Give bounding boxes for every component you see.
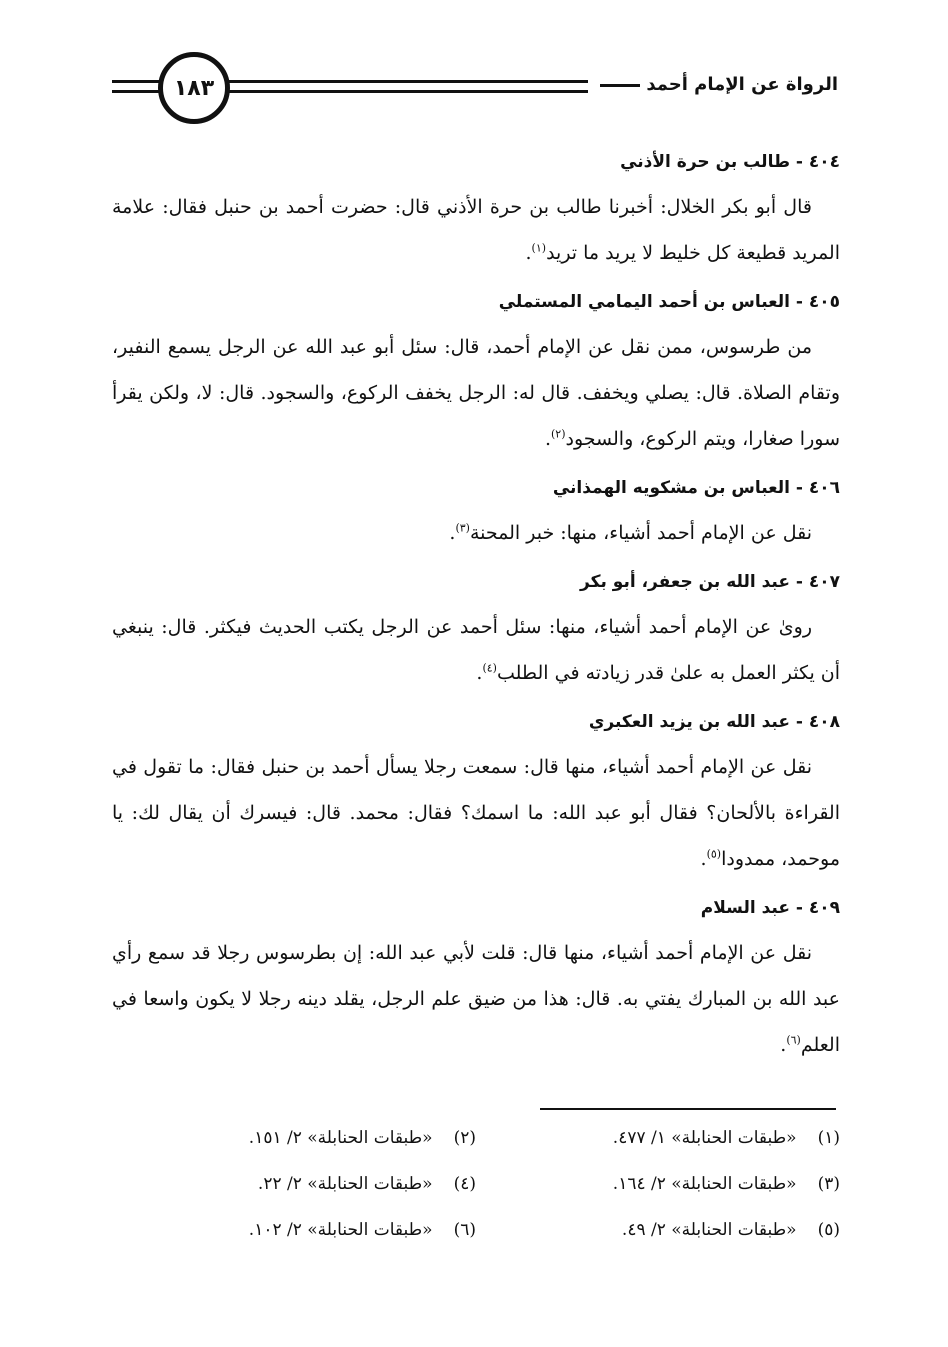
- footnotes: [112, 1120, 840, 1248]
- entry-408: [112, 700, 840, 882]
- footnote-6: [112, 1212, 476, 1248]
- running-title: [588, 70, 844, 100]
- footnote-text: «طبقات الحنابلة» ٢/ ١٥١.: [248, 1128, 433, 1148]
- footnote-number: (٢): [453, 1128, 476, 1148]
- entry-heading: ٤٠٦ - العباس بن مشكويه الهمذاني: [552, 478, 840, 498]
- page-header: [112, 52, 844, 136]
- footnote-2: [112, 1120, 476, 1156]
- entry-body: نقل عن الإمام أحمد أشياء، منها قال: سمعت رجلا يسأل أحمد بن حنبل فقال: ما تقول في القراءة بالألحان؟ فقال أبو عبد الله: ما اسمك؟ فقال: محمد. قال: فيسرك أن يقال لك: يا موحمد، ممدودا$^{(٥)}$.: [112, 756, 840, 870]
- footnote-number: (١): [817, 1128, 840, 1148]
- footnote-ref: (٥): [706, 847, 722, 861]
- footnote-number: (٤): [453, 1174, 476, 1194]
- footnote-text: «طبقات الحنابلة» ٢/ ٢٢.: [257, 1174, 433, 1194]
- entry-text: نقل عن الإمام أحمد أشياء، منها: خبر المحنة: [469, 522, 812, 544]
- running-title-text: الرواة عن الإمام أحمد: [646, 74, 838, 95]
- entry-body: من طرسوس، ممن نقل عن الإمام أحمد، قال: سئل أبو عبد الله عن الرجل يسمع النفير، وتقام الصلاة. قال: يصلي ويخفف. قال له: الرجل يخفف الركوع، والسجود. قال: لا، ولكن يقرأ سورا صغارا، ويتم الركوع، والسجود$^{(٢)}$.: [112, 336, 840, 450]
- footnote-ref: (١): [531, 241, 547, 255]
- footnote-text: «طبقات الحنابلة» ٢/ ١٦٤.: [612, 1174, 797, 1194]
- entry-body: نقل عن الإمام أحمد أشياء، منها قال: قلت لأبي عبد الله: إن بطرسوس رجلا قد سمع رأي عبد الله بن المبارك يفتي به. قال: هذا من ضيق علم الرجل، يقلد دينه رجلا لا يكون واسعا في العلم$^{(٦)}$.: [112, 942, 840, 1056]
- entry-heading: ٤٠٤ - طالب بن حرة الأذني: [620, 152, 840, 172]
- entry-405: [112, 280, 840, 462]
- entry-heading: ٤٠٥ - العباس بن أحمد اليمامي المستملي: [498, 292, 840, 312]
- footnote-number: (٥): [817, 1220, 840, 1240]
- footnote-text: «طبقات الحنابلة» ٢/ ٤٩.: [621, 1220, 797, 1240]
- entry-body: نقل عن الإمام أحمد أشياء، منها: خبر المحنة$^{(٣)}$.: [449, 521, 812, 544]
- running-title-leader: [600, 84, 640, 87]
- footnote-ref: (٣): [455, 521, 470, 535]
- entry-heading: ٤٠٧ - عبد الله بن جعفر، أبو بكر: [580, 572, 840, 592]
- footnote-ref: (٦): [786, 1033, 801, 1047]
- entry-heading: ٤٠٨ - عبد الله بن يزيد العكبري: [588, 712, 840, 732]
- entry-text: قال أبو بكر الخلال: أخبرنا طالب بن حرة الأذني قال: حضرت أحمد بن حنبل فقال: علامة المريد قطيعة كل خليط لا يريد ما تريد: [112, 196, 840, 264]
- footnote-number: (٣): [817, 1174, 840, 1194]
- footnote-number: (٦): [453, 1220, 476, 1240]
- entry-body: قال أبو بكر الخلال: أخبرنا طالب بن حرة الأذني قال: حضرت أحمد بن حنبل فقال: علامة المريد قطيعة كل خليط لا يريد ما تريد$^{(١)}$.: [112, 196, 840, 264]
- page-number: ١٨٣: [158, 52, 230, 124]
- footnote-text: «طبقات الحنابلة» ٢/ ١٠٢.: [248, 1220, 433, 1240]
- entry-text: روىٰ عن الإمام أحمد أشياء، منها: سئل أحمد عن الرجل يكتب الحديث فيكثر. قال: ينبغي أن يكثر العمل به علىٰ قدر زيادته في الطلب: [112, 616, 840, 684]
- entry-409: [112, 886, 840, 1068]
- page-content: [112, 140, 840, 1072]
- footnote-4: [112, 1166, 476, 1202]
- entry-404: [112, 140, 840, 276]
- entry-text: من طرسوس، ممن نقل عن الإمام أحمد، قال: سئل أبو عبد الله عن الرجل يسمع النفير، وتقام الصلاة. قال: يصلي ويخفف. قال له: الرجل يخفف الركوع، والسجود. قال: لا، ولكن يقرأ سورا صغارا، ويتم الركوع، والسجود: [112, 336, 840, 450]
- entry-body: روىٰ عن الإمام أحمد أشياء، منها: سئل أحمد عن الرجل يكتب الحديث فيكثر. قال: ينبغي أن يكثر العمل به علىٰ قدر زيادته في الطلب$^{(٤)}$.: [112, 616, 840, 684]
- footnote-5: [476, 1212, 840, 1248]
- footnote-3: [476, 1166, 840, 1202]
- entry-407: [112, 560, 840, 696]
- footnote-ref: (٢): [551, 427, 566, 441]
- entry-406: [112, 466, 840, 556]
- entry-heading: ٤٠٩ - عبد السلام: [700, 898, 840, 918]
- entry-text: نقل عن الإمام أحمد أشياء، منها قال: سمعت رجلا يسأل أحمد بن حنبل فقال: ما تقول في القراءة بالألحان؟ فقال أبو عبد الله: ما اسمك؟ فقال: محمد. قال: فيسرك أن يقال لك: يا موحمد، ممدودا: [112, 756, 840, 870]
- footnote-ref: (٤): [482, 661, 497, 675]
- footnote-separator: [540, 1108, 836, 1110]
- entry-text: نقل عن الإمام أحمد أشياء، منها قال: قلت لأبي عبد الله: إن بطرسوس رجلا قد سمع رأي عبد الله بن المبارك يفتي به. قال: هذا من ضيق علم الرجل، يقلد دينه رجلا لا يكون واسعا في العلم: [112, 942, 840, 1056]
- footnote-text: «طبقات الحنابلة» ١/ ٤٧٧.: [612, 1128, 797, 1148]
- footnote-1: [476, 1120, 840, 1156]
